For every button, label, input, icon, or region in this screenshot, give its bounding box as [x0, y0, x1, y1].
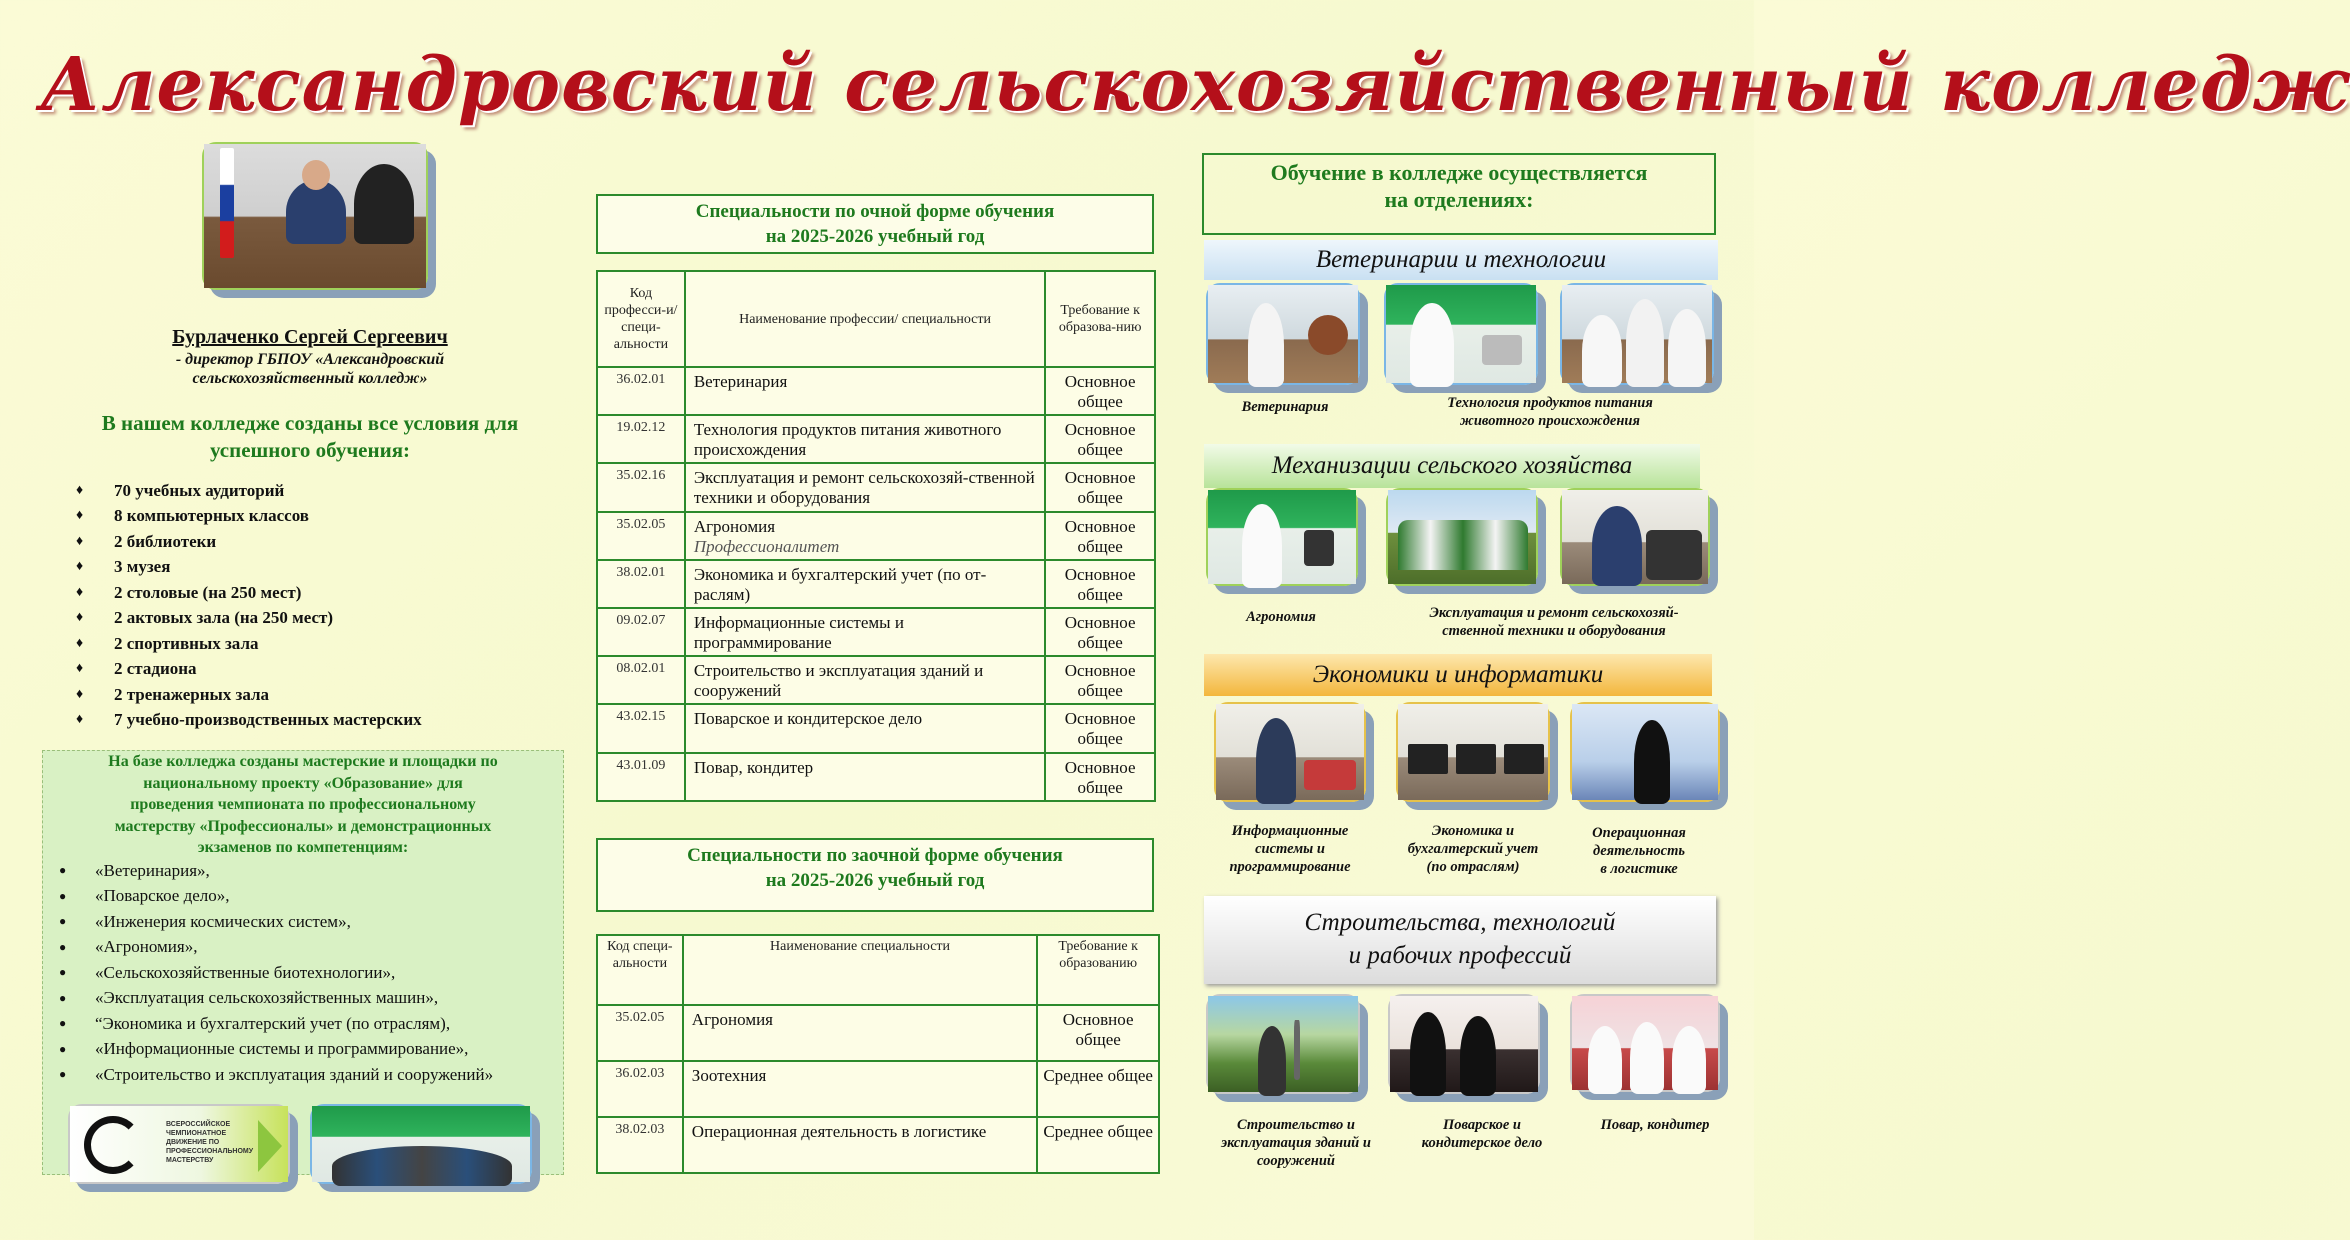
build-photo-2 [1388, 994, 1540, 1094]
fulltime-title: Специальности по очной форме обучения на 2025-2026 учебный год [596, 194, 1154, 254]
list-item-label: “Экономика и бухгалтерский учет (по отраслям), [95, 1013, 451, 1033]
list-item [59, 1011, 493, 1037]
econ-caption-2 [1386, 822, 1560, 876]
list-item [76, 606, 422, 632]
education-requirement: Основное общее [1045, 753, 1155, 801]
workshops-title [53, 751, 553, 859]
caption-line: деятельность [1593, 843, 1685, 859]
list-item-label: 8 компьютерных классов [114, 506, 309, 526]
diamond-bullet-icon: ♦ [76, 712, 84, 728]
specialty-name: Агрономия [683, 1005, 1037, 1061]
specialty-name-text: Строительство и эксплуатация зданий и сооружений [693, 661, 984, 701]
specialty-name-text: Агрономия [693, 516, 776, 536]
caption-line: системы и [1255, 841, 1325, 857]
specialty-code: 08.02.01 [597, 656, 685, 704]
col-name: Наименование специальности [683, 935, 1037, 1005]
dept-mech-title: Механизации сельского хозяйства [1204, 444, 1700, 488]
specialty-code: 35.02.16 [597, 463, 685, 511]
dot-bullet-icon: ● [59, 863, 67, 878]
list-item [59, 960, 493, 986]
vet-caption-1: Ветеринария [1241, 399, 1329, 415]
dot-bullet-icon: ● [59, 914, 67, 929]
diamond-bullet-icon: ♦ [76, 482, 84, 498]
table-row [597, 512, 1155, 560]
list-item [76, 682, 422, 708]
table-row [597, 560, 1155, 608]
caption-line: в логистике [1600, 861, 1678, 877]
build-caption-2 [1398, 1116, 1566, 1152]
mech-photo-1 [1206, 488, 1358, 586]
director-name: Бурлаченко Сергей Сергеевич [172, 326, 448, 348]
diamond-bullet-icon: ♦ [76, 559, 84, 575]
dot-bullet-icon: ● [59, 990, 67, 1005]
list-item [76, 708, 422, 734]
table-row [597, 608, 1155, 656]
caption-line: Информационные [1231, 823, 1349, 839]
caption-line: кондитерское дело [1421, 1135, 1543, 1151]
specialty-code: 36.02.03 [597, 1061, 683, 1117]
dot-bullet-icon: ● [59, 1067, 67, 1082]
mech-photo-3 [1560, 488, 1710, 586]
list-item-label: 2 актовых зала (на 250 мест) [114, 608, 334, 628]
col-req: Требование к образованию [1037, 935, 1159, 1005]
list-item-label: «Эксплуатация сельскохозяйственных машин», [95, 988, 439, 1008]
education-requirement: Основное общее [1045, 560, 1155, 608]
build-caption-1 [1206, 1116, 1386, 1170]
director-role: - директор ГБПОУ «Александровский сельскохозяйственный колледж» [175, 351, 445, 387]
dot-bullet-icon: ● [59, 1016, 67, 1031]
list-item [76, 529, 422, 555]
logo-text: ВСЕРОССИЙСКОЕ ЧЕМПИОНАТНОЕ ДВИЖЕНИЕ ПО ПРОФЕССИОНАЛЬНОМУ МАСТЕРСТВУ [166, 1121, 254, 1164]
specialty-name [685, 415, 1045, 463]
vet-caption-2: Технология продуктов питания животного происхождения [1447, 395, 1653, 429]
specialty-name-text: Ветеринария [693, 372, 788, 391]
specialty-name-text: Повар, кондитер [693, 757, 814, 777]
specialty-code: 38.02.01 [597, 560, 685, 608]
fulltime-table [596, 270, 1156, 802]
vet-photo-1 [1206, 283, 1360, 385]
diamond-bullet-icon: ♦ [76, 635, 84, 651]
conditions-list [76, 478, 422, 733]
specialty-code: 35.02.05 [597, 1005, 683, 1061]
professionaly-logo [68, 1104, 290, 1184]
list-item [59, 884, 493, 910]
caption-line: эксплуатация зданий и [1221, 1135, 1371, 1151]
specialty-code: 38.02.03 [597, 1117, 683, 1173]
dept-econ-title: Экономики и информатики [1204, 654, 1712, 696]
table-row [597, 1117, 1159, 1173]
education-requirement: Среднее общее [1037, 1117, 1159, 1173]
table-row [597, 704, 1155, 752]
list-item-label: 2 тренажерных зала [114, 684, 270, 704]
list-item [76, 580, 422, 606]
diamond-bullet-icon: ♦ [76, 610, 84, 626]
list-item-label: 2 библиотеки [114, 531, 217, 551]
list-item [59, 935, 493, 961]
list-item-label: 2 столовые (на 250 мест) [114, 582, 302, 602]
dot-bullet-icon: ● [59, 939, 67, 954]
specialty-name [685, 656, 1045, 704]
list-item [76, 631, 422, 657]
conditions-title: В нашем колледже созданы все условия для успешного обучения: [101, 411, 519, 462]
specialty-code: 43.02.15 [597, 704, 685, 752]
specialty-code: 19.02.12 [597, 415, 685, 463]
caption-line: Строительство и [1237, 1117, 1355, 1133]
mech-photo-2 [1386, 488, 1538, 586]
title-line: проведения чемпионата по профессиональному [130, 796, 476, 813]
list-item-label: «Информационные системы и программирование», [95, 1039, 469, 1059]
dot-bullet-icon: ● [59, 965, 67, 980]
table-row [597, 1005, 1159, 1061]
specialty-name-text: Информационные системы и программирование [693, 612, 904, 652]
specialty-code: 43.01.09 [597, 753, 685, 801]
caption-line: Повар, кондитер [1600, 1117, 1710, 1133]
list-item-label: «Ветеринария», [95, 860, 210, 880]
list-item [59, 858, 493, 884]
diamond-bullet-icon: ♦ [76, 686, 84, 702]
director-photo [202, 142, 428, 290]
list-item-label: «Агрономия», [95, 937, 198, 957]
diamond-bullet-icon: ♦ [76, 661, 84, 677]
education-requirement: Основное общее [1037, 1005, 1159, 1061]
education-requirement: Основное общее [1045, 512, 1155, 560]
table-row [597, 415, 1155, 463]
title-line: На базе колледжа созданы мастерские и площадки по [108, 753, 498, 770]
specialty-name [685, 704, 1045, 752]
education-requirement: Основное общее [1045, 656, 1155, 704]
specialty-name-text: Технология продуктов питания животного происхождения [693, 420, 1002, 460]
diamond-bullet-icon: ♦ [76, 584, 84, 600]
table-row [597, 656, 1155, 704]
caption-line: (по отраслям) [1426, 859, 1520, 875]
education-requirement: Основное общее [1045, 608, 1155, 656]
specialty-name: Зоотехния [683, 1061, 1037, 1117]
parttime-table [596, 934, 1160, 1174]
dept-vet-title: Ветеринарии и технологии [1204, 240, 1718, 280]
caption-line: бухгалтерский учет [1407, 841, 1539, 857]
specialty-name-text: Поварское и кондитерское дело [693, 709, 923, 729]
caption-line: Операционная [1592, 825, 1686, 841]
list-item-label: 3 музея [114, 557, 171, 577]
specialty-name [685, 512, 1045, 560]
list-item-label: 70 учебных аудиторий [114, 480, 285, 500]
list-item [59, 909, 493, 935]
page-title: Александровский сельскохозяйственный колледж [40, 42, 2350, 128]
departments-header: Обучение в колледже осуществляется на отделениях: [1202, 153, 1716, 235]
table-row [597, 367, 1155, 415]
list-item-label: 2 спортивных зала [114, 633, 259, 653]
caption-line: сооружений [1257, 1153, 1335, 1169]
specialty-name [685, 608, 1045, 656]
table-row [597, 753, 1155, 801]
specialty-name [685, 367, 1045, 415]
dot-bullet-icon: ● [59, 888, 67, 903]
specialty-name-text: Экономика и бухгалтерский учет (по от-раслям) [693, 564, 987, 604]
econ-caption-3 [1566, 824, 1712, 878]
list-item-label: 2 стадиона [114, 659, 197, 679]
title-line: национальному проекту «Образование» для [143, 774, 463, 792]
econ-photo-2 [1396, 702, 1550, 802]
education-requirement: Основное общее [1045, 415, 1155, 463]
mech-caption-1: Агрономия [1246, 609, 1316, 625]
education-requirement: Основное общее [1045, 704, 1155, 752]
specialty-name [685, 463, 1045, 511]
econ-caption-1 [1206, 822, 1374, 876]
caption-line: Экономика и [1431, 823, 1515, 839]
caption-line: программирование [1229, 859, 1351, 875]
parttime-title: Специальности по заочной форме обучения на 2025-2026 учебный год [596, 838, 1154, 912]
list-item [76, 504, 422, 530]
econ-photo-3 [1570, 702, 1720, 802]
list-item [76, 657, 422, 683]
list-item [59, 1037, 493, 1063]
dot-bullet-icon: ● [59, 1041, 67, 1056]
col-req: Требование к образова-нию [1045, 271, 1155, 367]
specialty-name-text: Эксплуатация и ремонт сельскохозяй-ственной техники и оборудования [693, 468, 1035, 508]
dept-build-title: Строительства, технологий и рабочих профессий [1204, 896, 1716, 984]
col-code: Код специ-альности [597, 935, 683, 1005]
specialty-subtitle: Профессионалитет [693, 536, 840, 556]
specialty-code: 35.02.05 [597, 512, 685, 560]
specialty-code: 09.02.07 [597, 608, 685, 656]
vet-photo-3 [1560, 283, 1714, 385]
vet-photo-2 [1384, 283, 1538, 385]
list-item-label: «Строительство и эксплуатация зданий и сооружений» [95, 1064, 494, 1084]
list-item-label: 7 учебно-производственных мастерских [114, 710, 422, 730]
specialty-name [685, 753, 1045, 801]
title-line: мастерству «Профессионалы» и демонстрационных [114, 817, 492, 835]
list-item [59, 986, 493, 1012]
specialty-name [685, 560, 1045, 608]
arrow-icon [258, 1120, 282, 1172]
table-row [597, 1061, 1159, 1117]
build-photo-3 [1570, 994, 1720, 1092]
col-code: Код професси-и/ специ-альности [597, 271, 685, 367]
education-requirement: Основное общее [1045, 367, 1155, 415]
diamond-bullet-icon: ♦ [76, 533, 84, 549]
education-requirement: Среднее общее [1037, 1061, 1159, 1117]
title-line: экзаменов по компетенциям: [197, 839, 409, 856]
build-photo-1 [1206, 994, 1360, 1094]
diamond-bullet-icon: ♦ [76, 508, 84, 524]
list-item [76, 478, 422, 504]
caption-line: Поварское и [1442, 1117, 1521, 1133]
econ-photo-1 [1214, 702, 1366, 802]
build-caption-3 [1580, 1116, 1730, 1134]
competencies-list [59, 858, 493, 1088]
list-item-label: «Инженерия космических систем», [95, 911, 351, 931]
col-name: Наименование профессии/ специальности [685, 271, 1045, 367]
specialty-code: 36.02.01 [597, 367, 685, 415]
mech-caption-2: Эксплуатация и ремонт сельскохозяй- ственной техники и оборудования [1429, 605, 1679, 639]
list-item-label: «Поварское дело», [95, 886, 230, 906]
education-requirement: Основное общее [1045, 463, 1155, 511]
list-item [76, 555, 422, 581]
list-item-label: «Сельскохозяйственные биотехнологии», [95, 962, 396, 982]
specialty-name: Операционная деятельность в логистике [683, 1117, 1037, 1173]
logo-ring-icon [84, 1116, 142, 1174]
table-row [597, 463, 1155, 511]
list-item [59, 1062, 493, 1088]
championship-photo [310, 1104, 532, 1184]
